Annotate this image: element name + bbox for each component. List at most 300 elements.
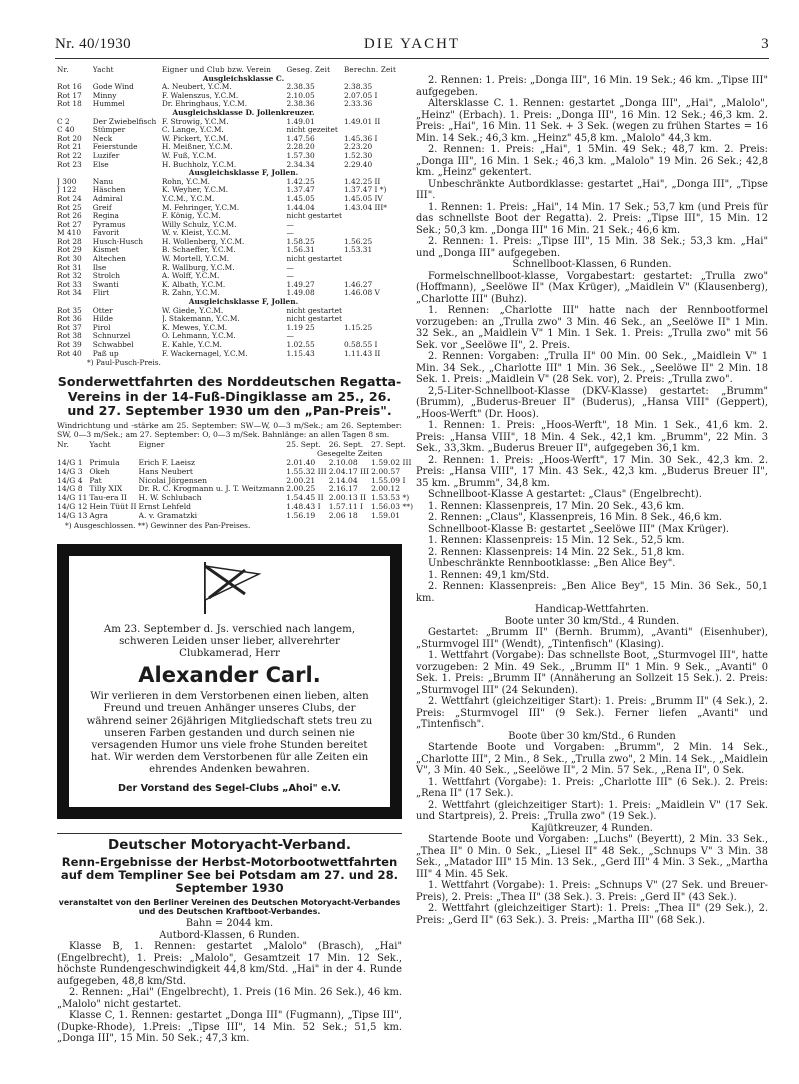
table-cell: 1.49.01 — [286, 117, 315, 126]
table-cell: 1.56.25 — [343, 237, 373, 246]
table-cell — [344, 272, 402, 281]
dmv-subheading: Renn-Ergebnisse der Herbst-Motorbootwettfahrten auf dem Templiner See bei Potsdam am 27. und 28. September 1930 — [60, 854, 399, 895]
table-cell: 14/G 12 — [57, 502, 88, 511]
table-cell: 2.10.08 — [328, 459, 358, 467]
dingi-table-header — [57, 441, 415, 450]
column-header: 27. Sept. — [371, 441, 406, 450]
report-paragraph: 2. Wettfahrt (gleichzeitiger Start): 1. Preis: „Brumm II" (4 Sek.), 2. Preis: „Sturmvogel III" (9 Sek.). Ferner liefen „Avanti" und „Tintenfisch". — [416, 696, 768, 730]
table-row — [57, 281, 402, 290]
table-cell: 1.44.04 — [286, 203, 315, 212]
table-cell: Kismet — [92, 246, 119, 255]
table-cell: Feierstunde — [92, 143, 138, 152]
report-paragraph: 1. Rennen: 49,1 km/Std. — [428, 569, 550, 581]
table-cell: Rohn, Y.C.M. — [161, 177, 211, 186]
table-row — [57, 135, 402, 144]
column-header: Eigner — [138, 441, 165, 450]
table-row — [57, 212, 402, 221]
report-paragraph: Boote unter 30 km/Std., 4 Runden. — [504, 615, 680, 627]
table-cell: 1.43.04 III* — [343, 203, 387, 212]
table-row — [57, 186, 402, 195]
table-cell: 1.15.25 — [343, 323, 373, 332]
table-cell — [344, 212, 402, 221]
table-row — [57, 307, 402, 316]
table-cell: nicht gestartet — [286, 315, 342, 324]
table-cell: 14/G 4 — [57, 476, 83, 485]
table-row — [57, 246, 402, 255]
table-row — [57, 272, 402, 281]
table-row — [57, 229, 402, 238]
report-paragraph: Gestartet: „Brumm II" (Bernh. Brumm), „Avanti" (Eisenhuber), „Sturmvogel III" (Wendt), „Tintenfisch" (Klasing). — [416, 627, 768, 650]
table-cell — [344, 307, 402, 316]
column-header: Nr. — [57, 441, 69, 450]
table-row — [57, 315, 402, 324]
column-header: Eigner und Club bzw. Verein — [161, 66, 272, 74]
table-cell: Häschen — [92, 186, 126, 195]
report-paragraph: Kajütkreuzer, 4 Runden. — [531, 822, 653, 834]
table-cell: nicht gestartet — [286, 255, 342, 264]
table-cell: Schnurzel — [92, 332, 131, 341]
table-cell: Rot 24 — [57, 194, 82, 203]
table-cell: 1.19 25 — [286, 323, 315, 332]
report-paragraph: 2,5-Liter-Schnellboot-Klasse (DKV-Klasse) gestartet: „Brumm" (Brumm), „Buderus-Breuer II" (Buderus), „Hansa VIII" (Geppert), „Hoos-Werft" (Dr. Hoos). — [416, 385, 768, 420]
table-cell: 1.59.01 — [371, 511, 401, 520]
left-column — [57, 66, 414, 1045]
table-cell: Rot 22 — [57, 151, 82, 160]
table-cell: F. Walenszus, Y.C.M. — [161, 91, 239, 100]
table-cell: Else — [92, 160, 109, 169]
table-row — [57, 83, 402, 92]
table-cell — [344, 255, 402, 264]
table-cell: K. Albath, Y.C.M. — [161, 280, 226, 289]
report-paragraph: 1. Rennen: 1. Preis: „Hoos-Werft", 18 Min. 1 Sek., 41,6 km. 2. Preis: „Hansa VIII", 18 Min. 4 Sek., 42,1 km. „Brumm", 22 Min. 3 Sek., 33,3km. „Buderus Breuer II", aufgegeben 36,1 km. — [416, 420, 768, 454]
table-cell: Rot 21 — [57, 143, 82, 152]
table-cell: Dr. Ehringhaus, Y.C.M. — [161, 100, 248, 109]
report-paragraph: 2. Rennen: 1. Preis: „Tipse III", 15 Min. 38 Sek.; 53,3 km. „Hai" und „Donga III" aufgegeben. — [416, 236, 768, 259]
column-header: 25. Sept. — [286, 441, 321, 450]
table-cell: J 122 — [57, 186, 77, 195]
table-cell: Rot 30 — [57, 255, 82, 264]
table-cell: K. Mewes, Y.C.M. — [161, 323, 228, 332]
page-number: 3 — [761, 36, 769, 52]
table-cell: nicht gestartet — [286, 306, 342, 315]
table-cell: Rot 20 — [57, 134, 82, 143]
table-cell: Ilse — [92, 263, 107, 272]
table-cell: Tilly XIX — [89, 485, 123, 494]
report-paragraph: 1. Rennen: 1. Preis: „Hai", 14 Min. 17 Sek.; 53,7 km (und Preis für das schnellste Boot der Regatta). 2. Preis: „Tipse III", 15 Min. 12 Sek.; 50,3 km. „Donga III" 16 Min. 21 Sek.; 46,6 km. — [416, 201, 768, 236]
table-cell: 14/G 13 — [57, 511, 88, 520]
table-cell — [344, 315, 402, 324]
column-header: Yacht — [92, 66, 114, 74]
table-cell: 2.34.34 — [286, 160, 315, 169]
table-cell: Nanu — [92, 177, 114, 186]
section-header — [57, 298, 402, 307]
table-cell: Hans Neubert — [138, 467, 193, 476]
report-paragraph: 1. Wettfahrt (Vorgabe): 1. Preis: „Charlotte III" (6 Sek.). 2. Preis: „Rena II" (17 Sek.). — [416, 776, 768, 799]
table-row — [57, 195, 402, 204]
table-cell: Ernst Lehfeld — [138, 502, 191, 511]
dingi-table-body — [57, 459, 415, 521]
table-cell: Rot 35 — [57, 306, 82, 315]
table-cell: Greif — [92, 203, 112, 212]
table-cell: M. Fehringer, Y.C.M. — [161, 203, 240, 212]
dingi-results-table — [57, 441, 415, 520]
table-cell: 1.46.08 V — [343, 289, 380, 298]
table-cell: Rot 28 — [57, 237, 82, 246]
section-title: Ausgleichsklasse F, Jollen. — [188, 298, 299, 307]
table-row — [57, 152, 402, 161]
table-cell: W. Pickert, Y.C.M. — [161, 134, 229, 143]
table-row — [57, 332, 402, 341]
table-cell: 1.45.05 — [286, 194, 315, 203]
table-cell: J 300 — [57, 177, 77, 186]
table-row — [57, 161, 402, 170]
table-cell: A. Neubert, Y.C.M. — [161, 83, 232, 92]
table-cell: Y.C.M., Y.C.M. — [161, 194, 215, 203]
table-cell: Okeh — [89, 467, 110, 476]
results-table — [57, 66, 402, 358]
report-paragraph: Altersklasse C. 1. Rennen: gestartet „Donga III", „Hai", „Malolo", „Heinz" (Erbach). 1. Preis: „Donga III", 16 Min. 12 Sek.; 46,3 km. 2. Preis: „Hai", 16 Min. 11 Sek. + 3 Sek. (wegen zu frühen Startes = 16 Min. 14 Sek.; 46,3 km. „Heinz" 45,8 km. „Malolo" 44,3 km. — [416, 98, 768, 144]
table-row — [57, 324, 402, 333]
table-cell: 1.15.43 — [286, 349, 315, 358]
report-paragraph: 1. Rennen: Klassenpreis: 15 Min. 12 Sek., 52,5 km. — [428, 535, 685, 546]
table-cell: A. v. Gramatzki — [138, 511, 198, 520]
dingi-footnote: *) Ausgeschlossen. **) Gewinner des Pan-Preises. — [65, 520, 251, 530]
table-cell: Stümper — [92, 126, 126, 135]
table-cell: 2.33.36 — [343, 100, 373, 109]
table-cell: Rot 40 — [57, 349, 82, 358]
table-cell: Nicolai Jörgensen — [138, 476, 208, 485]
table-cell: 1.49.01 II — [343, 117, 381, 126]
table-cell: 2.00.21 — [286, 476, 316, 485]
table-cell: Pat — [89, 476, 102, 485]
table-cell: 2.16.17 — [328, 485, 358, 494]
table-row — [57, 485, 415, 494]
report-paragraph: 2. Rennen: 1. Preis: „Donga III", 16 Min. 19 Sek.; 46 km. „Tipse III" aufgegeben. — [416, 75, 768, 98]
table-cell: 2.38.35 — [343, 83, 373, 92]
table-cell: 1.42.25 II — [343, 177, 381, 186]
report-paragraph: Unbeschränkte Rennbootklasse: „Ben Alice Bey". — [428, 558, 676, 569]
report-paragraph: Klasse C, 1. Rennen: gestartet „Donga III" (Fugmann), „Tipse III", (Dupke-Rhode), 1.Preis: „Tipse III", 14 Min. 52 Sek.; 51,5 km. „Donga III", 15 Min. 50 Sek.; 47,3 km. — [57, 1010, 402, 1045]
table-cell: 1.53.53 *) — [371, 494, 410, 503]
table-cell: 2.38.36 — [286, 100, 315, 109]
table-cell: 14/G 1 — [57, 459, 83, 467]
table-cell: Pirol — [92, 323, 111, 332]
table-row — [57, 143, 402, 152]
table-cell: nicht gezeitet — [286, 126, 338, 135]
obituary-box — [57, 544, 402, 819]
table-cell: Rot 23 — [57, 160, 82, 169]
report-paragraph: Klasse B, 1. Rennen: gestartet „Malolo" (Brasch), „Hai" (Engelbrecht), 1. Preis: „Malolo", Gesamtzeit 17 Min. 12 Sek., höchste Rundengeschwindigkeit 44,8 km/Std. „Hai" in der 4. Runde aufgegeben, 48,8 km/Std. — [57, 941, 402, 987]
table-cell: 1.48.43 I — [286, 502, 321, 511]
table-row — [57, 178, 402, 187]
table-cell: W. v. Kleist, Y.C.M. — [161, 229, 231, 238]
table-cell: 2.00.12 — [371, 485, 401, 494]
table-cell: Tau-era II — [89, 494, 127, 503]
table-cell: Agra — [89, 511, 108, 520]
table-cell: W. Mortell, Y.C.M. — [161, 255, 230, 264]
section-header — [57, 75, 402, 84]
table-cell: O. Lehmann, Y.C.M. — [161, 332, 236, 341]
table-cell: 1.42.25 — [286, 177, 315, 186]
table-cell: Schwabbel — [92, 341, 134, 349]
table-cell: B. Schaeffer, Y.C.M. — [161, 246, 236, 255]
report-paragraph: 2. Wettfahrt (gleichzeitiger Start): 1. Preis: „Thea II" (29 Sek.), 2. Preis: „Gerd II" (63 Sek.). 3. Preis: „Martha III" (68 Sek.). — [416, 903, 768, 926]
table-cell: Primula — [89, 459, 120, 467]
table-cell: Flirt — [92, 289, 110, 298]
table-cell: R. Wallburg, Y.C.M. — [161, 263, 235, 272]
header-rule — [55, 58, 769, 59]
report-paragraph: Schnellboot-Klasse A gestartet: „Claus" (Engelbrecht). — [428, 489, 702, 500]
table-cell: 0.58.55 I — [343, 341, 378, 349]
table-cell: Luzifer — [92, 151, 120, 160]
table-row — [57, 468, 415, 477]
table-cell: C 2 — [57, 117, 70, 126]
report-paragraph: 2. Rennen: „Claus", Klassenpreis, 16 Min. 8 Sek., 46,6 km. — [428, 512, 723, 523]
table-cell: Favorit — [92, 229, 120, 238]
table-cell: — — [286, 220, 294, 229]
table-cell — [344, 126, 402, 135]
report-paragraph: Formelschnellboot-klasse, Vorgabestart: gestartet: „Trulla zwo" (Hoffmann), „Seelöwe II" (Max Krüger), „Maidlein V" (Klausenberg), „Charlotte III" (Buhz). — [416, 270, 768, 305]
results-footnote: *) Paul-Pusch-Preis. — [87, 358, 161, 368]
section-rule — [57, 833, 402, 834]
table-cell: R. Zahn, Y.C.M. — [161, 289, 220, 298]
table-cell: 2.10.05 — [286, 91, 315, 100]
report-paragraph: 2. Rennen: Klassenpreis: „Ben Alice Bey", 15 Min. 36 Sek., 50,1 km. — [416, 581, 768, 604]
report-paragraph: 2. Rennen: „Hai" (Engelbrecht), 1. Preis (16 Min. 26 Sek.), 46 km. „Malolo" nicht gestartet. — [57, 987, 402, 1010]
dmv-organizers: veranstaltet von den Berliner Vereinen des Deutschen Motoryacht-Verbandes und des Deutschen Kraftboot-Verbandes. — [58, 897, 401, 916]
table-cell: 2.06 18 — [328, 511, 358, 520]
table-cell: H. Wollenberg, Y.C.M. — [161, 237, 245, 246]
table-cell: 14/G 11 — [57, 494, 88, 503]
table-cell: 14/G 3 — [57, 467, 83, 476]
section-title: Ausgleichsklasse F, Jollen. — [188, 169, 299, 178]
table-cell: 1.37.47 I *) — [343, 186, 387, 195]
report-paragraph: Startende Boote und Vorgaben: „Brumm", 2 Min. 14 Sek., „Charlotte III", 2 Min., 8 Sek., „Trulla zwo", 2 Min. 14 Sek., „Maidlein V", 3 Min. 40 Sek., „Seelöwe II", 2 Min. 57 Sek., „Rena II", 0 Sek. — [416, 742, 768, 776]
table-cell: Swanti — [92, 280, 119, 289]
results-table-header — [57, 66, 402, 75]
table-cell: — — [286, 332, 294, 341]
column-header: 26. Sept. — [328, 441, 364, 450]
table-cell: Dr. R. C. Krogmann u. J. T. Weitzmann — [138, 485, 285, 494]
obituary-signature: Der Vorstand des Segel-Clubs „Ahoi" e.V. — [118, 782, 341, 794]
table-cell: 1.56.31 — [286, 246, 315, 255]
table-cell: — — [286, 229, 294, 238]
table-row — [57, 221, 402, 230]
table-cell: 2.38.35 — [286, 83, 315, 92]
table-cell: C 40 — [57, 126, 75, 135]
table-cell: Rot 16 — [57, 83, 82, 92]
table-cell: 1.49.08 — [286, 289, 315, 298]
table-cell: 1.58.25 — [286, 237, 315, 246]
table-cell: Rot 17 — [57, 91, 82, 100]
wind-info: Windrichtung und -stärke am 25. September: SW—W, 0—3 m/Sek.; am 26. September: SW, 0—3 m/Sek.; am 27. September: O, 0—3 m/Sek. Bahnlänge: an allen Tagen 8 sm. — [57, 421, 402, 440]
right-column — [416, 75, 768, 926]
table-cell: 1.02.55 — [286, 341, 315, 349]
table-cell: Otter — [92, 306, 113, 315]
table-cell: J. Stakemann, Y.C.M. — [161, 315, 240, 324]
page-header — [55, 36, 769, 56]
table-cell: 1.56.03 **) — [371, 502, 414, 511]
table-cell: H. W. Schlubach — [138, 494, 202, 503]
table-row — [57, 126, 402, 135]
table-row — [57, 204, 402, 213]
obituary-text: Wir verlieren in dem Verstorbenen einen lieben, alten Freund und treuen Anhänger unseres Clubs, der während seiner 26jährigen Mitgliedschaft stets treu zu unseren Farben gestanden und durch seinen nie versagenden Humor uns viele frohe Stunden bereitet hat. Wir werden dem Verstorbenen für alle Zeiten ein ehrendes Andenken bewahren. — [86, 691, 373, 776]
table-cell: Rot 31 — [57, 263, 82, 272]
report-paragraph: 2. Rennen: 1. Preis: „Hai", 1 5Min. 49 Sek.; 48,7 km. 2. Preis: „Donga III", 16 Min. 1 Sek.; 46,3 km. „Malolo" 19 Min. 26 Sek.; 42,8 km. „Heinz" gekentert. — [416, 144, 768, 178]
table-cell: Rot 38 — [57, 332, 82, 341]
table-cell — [344, 332, 402, 341]
table-cell: Admiral — [92, 194, 123, 203]
table-cell: Rot 18 — [57, 100, 82, 109]
table-cell — [344, 229, 402, 238]
table-cell — [344, 221, 402, 230]
table-cell: Hummel — [92, 100, 125, 109]
table-cell: 1.57.30 — [286, 151, 315, 160]
report-paragraph: 1. Rennen: „Charlotte III" hatte nach der Rennbootformel vorzugeben: an „Trulla zwo" 3 Min. 46 Sek., an „Seelöwe II" 1 Min. 32 Sek., an „Maidlein V" 1 Min. 1 Sek. 1. Preis: „Trulla zwo" mit 56 Sek. vor „Seelöwe II", 2. Preis. — [416, 305, 768, 351]
table-cell: W. Giede, Y.C.M. — [161, 306, 224, 315]
table-cell: 1.59.02 III — [371, 459, 412, 467]
table-cell: 2.00.57 — [371, 467, 401, 476]
table-cell: 1.45.36 I — [343, 134, 378, 143]
table-cell: 1.49.27 — [286, 280, 315, 289]
column-header: Nr. — [57, 66, 69, 74]
table-cell: A. Wolff, Y.C.M. — [161, 272, 220, 281]
table-row — [57, 264, 402, 273]
table-row — [57, 92, 402, 101]
table-cell: — — [286, 263, 294, 272]
report-paragraph: Bahn = 2044 km. — [185, 918, 274, 930]
table-cell: 2.00.13 II — [328, 494, 367, 503]
table-cell: 2.01.40 — [286, 459, 316, 467]
table-cell: Rot 33 — [57, 280, 82, 289]
table-cell: 1.46.27 — [343, 280, 373, 289]
table-cell: K. Weyher, Y.C.M. — [161, 186, 229, 195]
table-cell: M 410 — [57, 229, 82, 238]
table-cell: Pyramus — [92, 220, 126, 229]
table-cell: 2.04.17 III — [328, 467, 370, 476]
table-cell: nicht gestartet — [286, 212, 342, 221]
table-cell: 1.37.47 — [286, 186, 315, 195]
report-paragraph: 1. Wettfahrt (Vorgabe): Das schnellste Boot, „Sturmvogel III", hatte vorzugeben: 2 Min. 49 Sek., „Brumm II" 1 Min. 9 Sek., „Avanti" 0 Sek. 1. Preis: „Brumm II" (Annäherung an Sollzeit 15 Sek.). 2. Preis: „Sturmvogel III" (24 Sekunden). — [416, 650, 768, 696]
table-row — [57, 459, 415, 468]
table-cell: 2.07.05 I — [343, 91, 378, 100]
report-paragraph: 2. Rennen: 1. Preis: „Hoos-Werft", 17 Min. 30 Sek., 42,3 km. 2. Preis: „Hansa VIII", 17 Min. 43 Sek., 42,3 km. „Buderus Breuer II", 35 km. „Brumm", 34,8 km. — [416, 454, 768, 489]
table-cell: 1.52.30 — [343, 151, 373, 160]
table-cell: F. König, Y.C.M. — [161, 212, 221, 221]
dmv-heading: Deutscher Motoryacht-Verband. — [108, 836, 351, 853]
table-cell: F. Strowig, Y.C.M. — [161, 117, 229, 126]
table-cell: 1.56.19 — [286, 511, 316, 520]
table-cell: Hilde — [92, 315, 114, 324]
report-paragraph: 2. Wettfahrt (gleichzeitiger Start): 1. Preis: „Maidlein V" (17 Sek. und Startpreis), 2. Preis: „Trulla zwo" (19 Sek.). — [416, 799, 768, 822]
section-title: Ausgleichsklasse C. — [202, 74, 285, 83]
report-paragraph: 2. Rennen: Vorgaben: „Trulla II" 00 Min. 00 Sek., „Maidlein V" 1 Min. 34 Sek., „Charlotte III" 1 Min. 36 Sek., „Seelöwe II" 2 Min. 18 Sek. 1. Preis: „Maidlein V" (28 Sek. vor), 2. Preis: „Trulla zwo". — [416, 351, 768, 385]
table-cell: 2.28.20 — [286, 143, 315, 152]
table-cell: 1.57.11 I — [328, 502, 364, 511]
table-row — [57, 350, 402, 359]
report-paragraph: Unbeschränkte Autbordklasse: gestartet „Hai", „Donga III", „Tipse III". — [416, 178, 768, 201]
table-cell: 2.23.20 — [343, 143, 373, 152]
table-cell: 2.14.04 — [328, 476, 358, 485]
table-row — [57, 477, 415, 486]
table-cell: 1.55.32 III — [286, 467, 327, 476]
table-row — [57, 289, 402, 298]
table-row — [57, 255, 402, 264]
table-cell: Hein Tüüt II — [89, 502, 137, 511]
table-cell: 2.29.40 — [343, 160, 373, 169]
section-title: Ausgleichsklasse D. Jollenkreuzer. — [172, 108, 315, 117]
results-table-body — [57, 75, 402, 359]
table-row — [57, 238, 402, 247]
column-header: Geseg. Zeit — [286, 66, 331, 74]
table-cell: 2.00.25 — [286, 485, 316, 494]
section-header — [57, 109, 402, 118]
obituary-announcement: Am 23. September d. Js. verschied nach langem, schweren Leiden unser lieber, allverehrter Clubkamerad, Herr — [103, 623, 356, 659]
table-cell: Rot 37 — [57, 323, 82, 332]
table-cell: Rot 32 — [57, 272, 82, 281]
table-cell: — — [286, 272, 294, 281]
report-paragraph: Schnellboot-Klasse B: gestartet „Seelöwe III" (Max Krüger). — [428, 523, 730, 535]
table-cell: Neck — [92, 134, 113, 143]
table-row — [57, 503, 415, 512]
table-cell: Gode Wind — [92, 83, 134, 92]
table-cell: Erich F. Laeisz — [138, 459, 196, 467]
table-cell: Rot 29 — [57, 246, 82, 255]
club-flag-icon — [195, 560, 265, 616]
report-paragraph: Schnellboot-Klassen, 6 Runden. — [512, 259, 672, 270]
table-cell: 1.47.56 — [286, 134, 315, 143]
column-header: Berechn. Zeit — [343, 66, 397, 74]
table-cell: H. Meißner, Y.C.M. — [161, 143, 233, 152]
table-cell: Der Zwiebelfisch — [92, 117, 157, 126]
table-cell: Willy Schulz, Y.C.M. — [161, 220, 237, 229]
table-cell: 14/G 8 — [57, 485, 83, 494]
table-row — [57, 100, 402, 109]
table-row — [57, 118, 402, 127]
table-cell: F. Wackernagel, Y.C.M. — [161, 349, 248, 358]
table-cell: 1.11.43 II — [343, 349, 381, 358]
table-cell: Rot 25 — [57, 203, 82, 212]
deceased-name: Alexander Carl. — [138, 663, 321, 688]
table-cell: Regina — [92, 212, 119, 221]
table-cell: H. Buchholz, Y.C.M. — [161, 160, 237, 169]
issue-number: Nr. 40/1930 — [55, 36, 132, 52]
table-cell: Rot 34 — [57, 289, 82, 298]
table-cell: Minny — [92, 91, 117, 100]
table-cell: Husch-Husch — [92, 237, 144, 246]
table-cell: Rot 27 — [57, 220, 82, 229]
table-cell: Altechen — [92, 255, 126, 264]
report-paragraph: 1. Wettfahrt (Vorgabe): 1. Preis: „Schnups V" (27 Sek. und Breuer-Preis), 2. Preis: „Thea II" (38 Sek.). 3. Preis: „Gerd II" (43 Sek.). — [416, 880, 768, 903]
magazine-title: DIE YACHT — [363, 36, 461, 52]
dmv-report — [57, 918, 402, 1045]
table-row — [57, 512, 415, 521]
table-cell — [344, 264, 402, 273]
table-row — [57, 494, 415, 503]
table-cell: 1.45.05 IV — [343, 194, 383, 203]
section-header — [57, 169, 402, 178]
table-cell: E. Kahle, Y.C.M. — [161, 341, 222, 349]
report-paragraph: Autbord-Klassen, 6 Runden. — [159, 929, 300, 941]
table-cell: W. Fuß, Y.C.M. — [161, 151, 217, 160]
report-paragraph: 1. Rennen: Klassenpreis, 17 Min. 20 Sek., 43,6 km. — [428, 500, 685, 512]
table-cell: 1.55.09 I — [371, 476, 406, 485]
regatta-heading: Sonderwettfahrten des Norddeutschen Regatta-Vereins in der 14-Fuß-Dingiklasse am 25., 26. und 27. September 1930 um den „Pan-Preis". — [57, 374, 402, 418]
table-cell: Rot 39 — [57, 341, 82, 349]
table-cell: Paß up — [92, 349, 119, 358]
table-cell: Strolch — [92, 272, 121, 281]
table-cell: C. Lange, Y.C.M. — [161, 126, 224, 135]
